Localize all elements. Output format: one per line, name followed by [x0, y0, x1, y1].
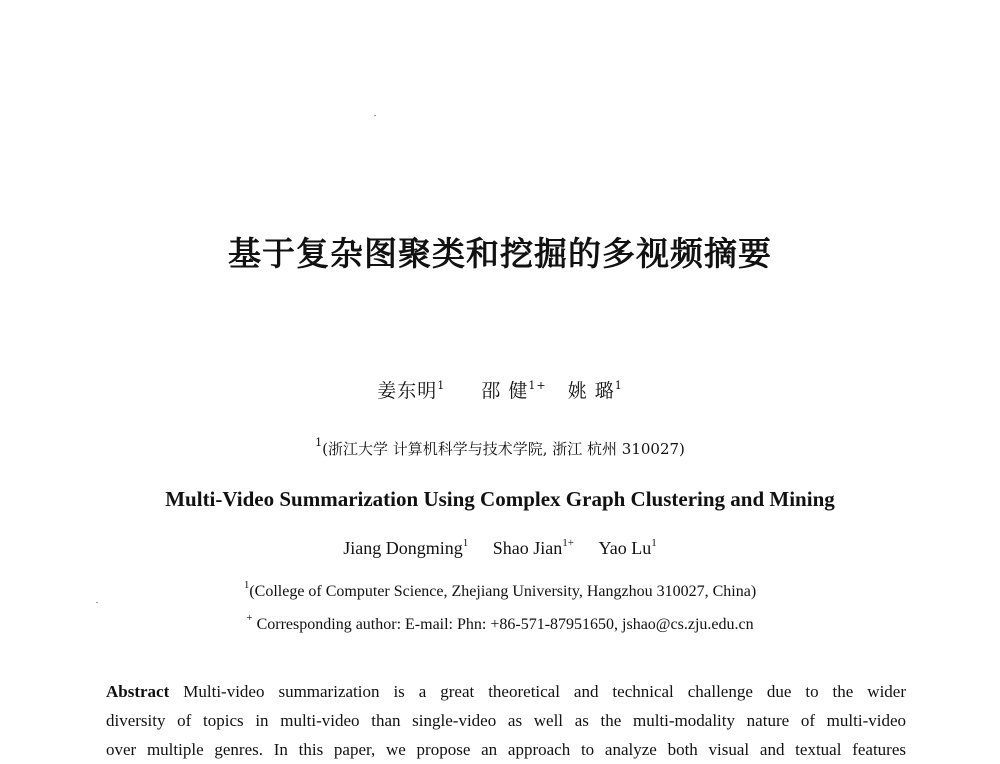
abstract-line: Abstract Multi-video summarization is a great theoretical and technical challenge due to the wider	[106, 682, 906, 701]
author-en: Jiang Dongming$^1$	[343, 537, 469, 558]
abstract	[106, 677, 906, 759]
scan-speck	[374, 115, 376, 116]
abstract-line: diversity of topics in multi-video than single-video as well as the multi-modality nature of multi-video	[106, 711, 906, 730]
english-title: Multi-Video Summarization Using Complex Graph Clustering and Mining	[165, 487, 835, 511]
author-cn: 姚 璐$^1$	[567, 379, 623, 402]
corresponding-author: + Corresponding author: E-mail: Phn: +86-571-87951650, jshao@cs.zju.edu.cn	[246, 612, 754, 633]
scan-speck	[96, 602, 98, 603]
abstract-line: over multiple genres. In this paper, we propose an approach to analyze both visual and textual features	[106, 740, 906, 759]
english-affiliation: $^1$(College of Computer Science, Zhejiang University, Hangzhou 310027, China)	[243, 579, 757, 600]
chinese-title: 基于复杂图聚类和挖掘的多视频摘要	[228, 234, 772, 273]
author-en: Shao Jian$^{1+}$	[492, 537, 575, 558]
abstract-label: Abstract	[106, 682, 170, 701]
author-en: Yao Lu$^1$	[598, 537, 657, 558]
english-authors	[0, 538, 1000, 559]
author-cn: 邵 健$^{1+}$	[481, 379, 547, 402]
author-cn: 姜东明$^1$	[377, 379, 446, 402]
chinese-authors	[0, 376, 1000, 403]
chinese-affiliation: $^1$(浙江大学 计算机科学与技术学院, 浙江 杭州 310027)	[315, 436, 685, 458]
